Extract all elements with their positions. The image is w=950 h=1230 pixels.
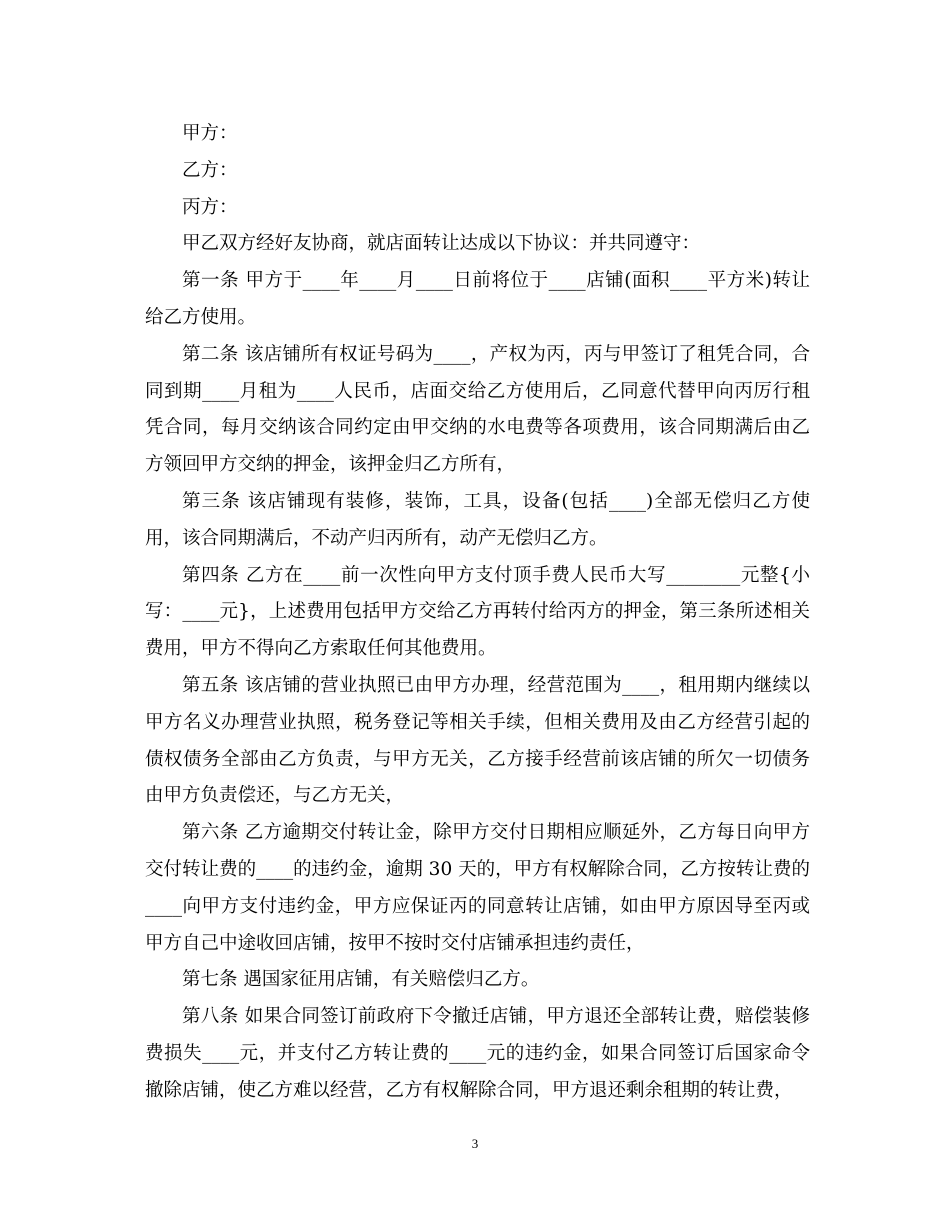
- document-body: [145, 116, 810, 1110]
- party-b-line: 乙方：: [182, 159, 238, 181]
- article-3: 第三条 该店铺现有装修，装饰，工具，设备(包括____)全部无偿归乙方使用，该合同期满后，不动产归丙所有，动产无偿归乙方。: [145, 490, 810, 549]
- article-2: 第二条 该店铺所有权证号码为____，产权为丙，丙与甲签订了租凭合同，合同到期____月租为____人民币，店面交给乙方使用后，乙同意代替甲向丙厉行租凭合同，每月交纳该合同约定由甲交纳的水电费等各项费用，该合同期满后由乙方领回甲方交纳的押金，该押金归乙方所有，: [145, 343, 810, 476]
- article-5: 第五条 该店铺的营业执照已由甲方办理，经营范围为____，租用期内继续以甲方名义办理营业执照，税务登记等相关手续，但相关费用及由乙方经营引起的债权债务全部由乙方负责，与甲方无关，乙方接手经营前该店铺的所欠一切债务由甲方负责偿还，与乙方无关，: [145, 674, 810, 807]
- party-c-line: 丙方：: [182, 196, 238, 218]
- article-4: 第四条 乙方在____前一次性向甲方支付顶手费人民币大写________元整{小写：____元}，上述费用包括甲方交给乙方再转付给丙方的押金，第三条所述相关费用，甲方不得向乙方索取任何其他费用。: [145, 564, 810, 660]
- party-a-line: 甲方：: [182, 123, 238, 144]
- article-6: 第六条 乙方逾期交付转让金，除甲方交付日期相应顺延外，乙方每日向甲方交付转让费的____的违约金，逾期 30 天的，甲方有权解除合同，乙方按转让费的____向甲方支付违约金，甲方应保证丙的同意转让店铺，如由甲方原因导至丙或甲方自己中途收回店铺，按甲不按时交付店铺承担违约责任，: [145, 822, 810, 954]
- page-number: 3: [471, 1136, 479, 1151]
- article-1: 第一条 甲方于____年____月____日前将位于____店铺(面积____平方米)转让给乙方使用。: [145, 270, 810, 328]
- preamble: 甲乙双方经好友协商，就店面转让达成以下协议：并共同遵守：: [182, 233, 701, 255]
- article-8: 第八条 如果合同签订前政府下令撤迁店铺，甲方退还全部转让费，赔偿装修费损失____元，并支付乙方转让费的____元的违约金，如果合同签订后国家命令撤除店铺，使乙方难以经营，乙方有权解除合同，甲方退还剩余租期的转让费，: [145, 1006, 810, 1101]
- article-7: 第七条 遇国家征用店铺，有关赔偿归乙方。: [182, 969, 540, 991]
